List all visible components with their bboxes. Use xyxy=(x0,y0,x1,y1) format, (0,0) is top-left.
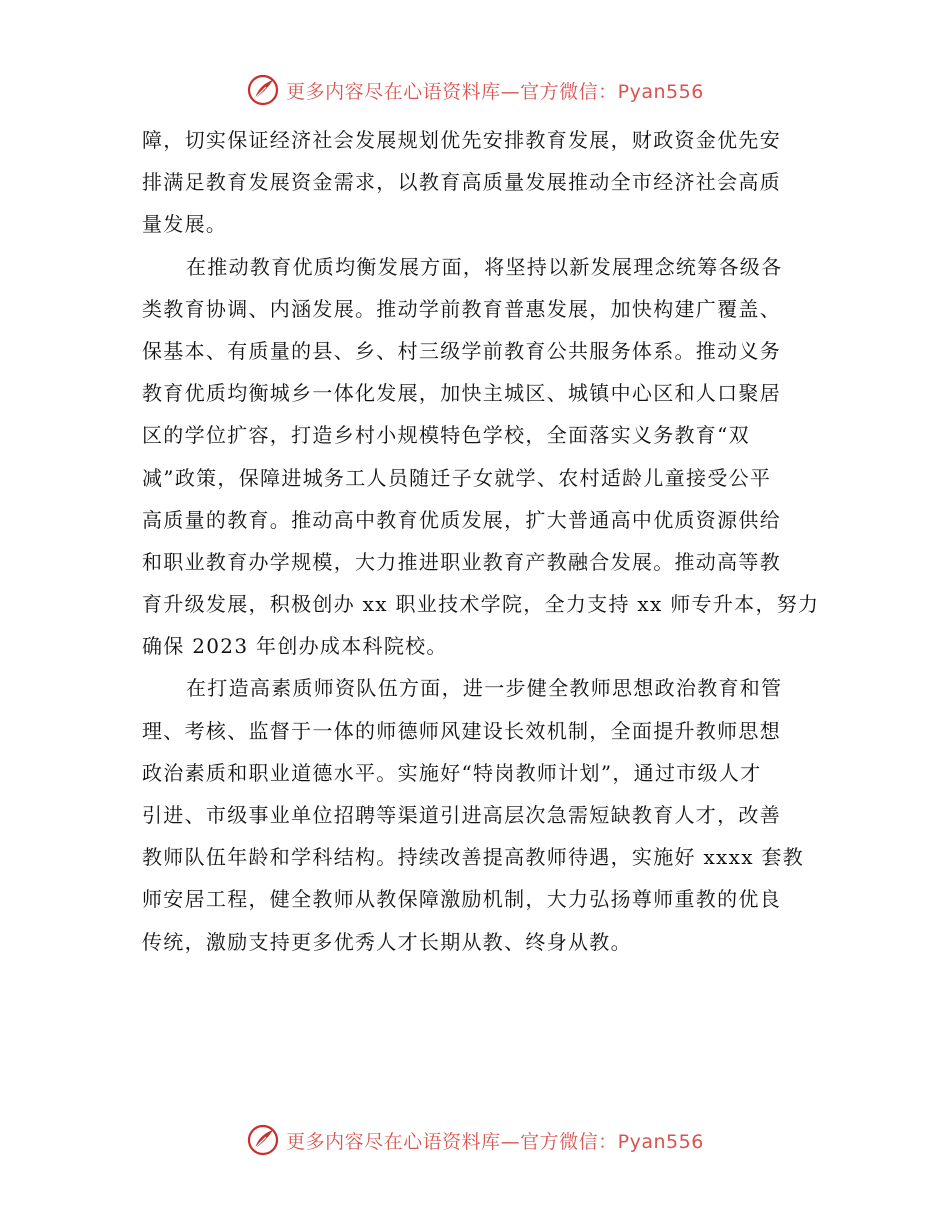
text-line: 在推动教育优质均衡发展方面，将坚持以新发展理念统筹各级各 xyxy=(186,254,783,279)
text-line: 引进、市级事业单位招聘等渠道引进高层次急需短缺教育人才，改善 xyxy=(142,803,781,827)
text-line: 教师队伍年龄和学科结构。持续改善提高教师待遇，实施好 xxxx 套教 xyxy=(142,845,805,870)
text-line: 减”政策，保障进城务工人员随迁子女就学、农村适龄儿童接受公平 xyxy=(142,465,772,490)
text-line: 排满足教育发展资金需求，以教育高质量发展推动全市经济社会高质 xyxy=(142,170,781,195)
text-line: 理、考核、监督于一体的师德师风建设长效机制，全面提升教师思想 xyxy=(142,718,781,743)
header-watermark xyxy=(0,72,950,108)
text-line: 政治素质和职业道德水平。实施好“特岗教师计划”，通过市级人才 xyxy=(142,760,762,785)
text-line: 障，切实保证经济社会发展规划优先安排教育发展，财政资金优先安 xyxy=(142,128,781,152)
footer-watermark xyxy=(0,1122,950,1158)
text-line: 和职业教育办学规模，大力推进职业教育产教融合发展。推动高等教 xyxy=(142,549,781,574)
text-line: 高质量的教育。推动高中教育优质发展，扩大普通高中优质资源供给 xyxy=(142,507,781,532)
text-line: 区的学位扩容，打造乡村小规模特色学校，全面落实义务教育“双 xyxy=(142,423,750,448)
text-line: 教育优质均衡城乡一体化发展，加快主城区、城镇中心区和人口聚居 xyxy=(142,381,781,406)
text-line: 在打造高素质师资队伍方面，进一步健全教师思想政治教育和管 xyxy=(186,676,783,701)
text-line: 类教育协调、内涵发展。推动学前教育普惠发展，加快构建广覆盖、 xyxy=(142,296,781,321)
text-line: 确保 2023 年创办成本科院校。 xyxy=(142,634,448,659)
text-line: 保基本、有质量的县、乡、村三级学前教育公共服务体系。推动义务 xyxy=(142,338,781,363)
watermark-text: 更多内容尽在心语资料库—官方微信：Pyan556 xyxy=(286,1130,704,1153)
watermark-text: 更多内容尽在心语资料库—官方微信：Pyan556 xyxy=(286,80,704,103)
document-body xyxy=(142,119,820,963)
text-line: 师安居工程，健全教师从教保障激励机制，大力弘扬尊师重教的优良 xyxy=(142,887,781,912)
text-line: 传统，激励支持更多优秀人才长期从教、终身从教。 xyxy=(142,929,632,954)
quill-pen-logo-icon xyxy=(246,1123,280,1157)
text-line: 育升级发展，积极创办 xx 职业技术学院，全力支持 xx 师专升本，努力 xyxy=(142,592,820,617)
quill-pen-logo-icon xyxy=(246,73,280,107)
text-line: 量发展。 xyxy=(142,212,228,237)
